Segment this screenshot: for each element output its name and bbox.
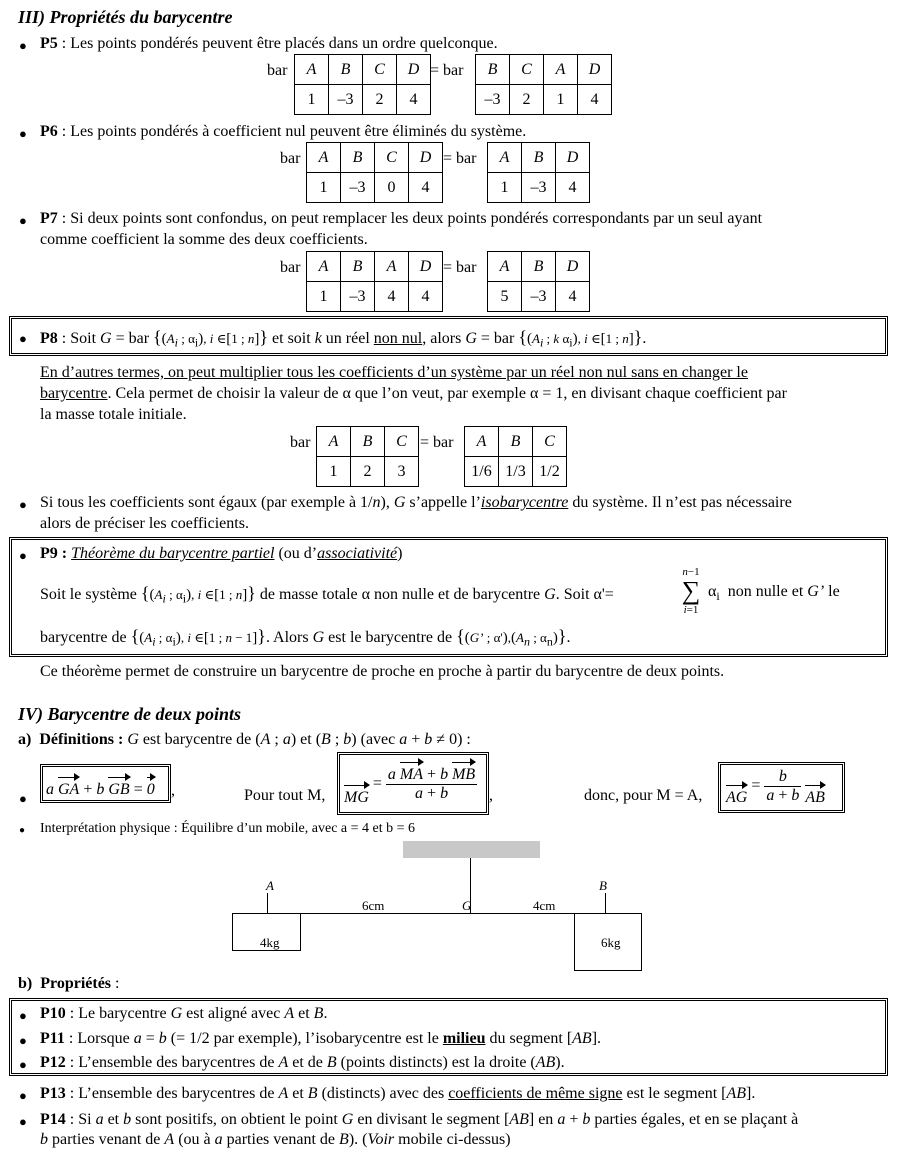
beam-end-a <box>267 893 268 913</box>
label-a: A <box>266 878 274 893</box>
cell: 1 <box>488 173 522 203</box>
equals-bar: = bar <box>420 434 454 451</box>
cell: –3 <box>522 282 556 312</box>
p7-text: : Si deux points sont confondus, on peut remplacer les deux points pondérés correspondants par un seul ayant <box>57 210 763 227</box>
iso-line1: Si tous les coefficients sont égaux (par exemple à 1/n), G s’appelle l’isobarycentre du système. Il n’est pas nécessaire <box>40 494 792 511</box>
cell: 5 <box>488 282 522 312</box>
cell: –3 <box>329 85 363 115</box>
cell: A <box>465 427 499 457</box>
pour-tout: Pour tout M, <box>244 787 326 804</box>
cell: B <box>499 427 533 457</box>
bullet: ● <box>19 1088 27 1103</box>
dist-left: 6cm <box>362 898 385 913</box>
cell: D <box>578 55 612 85</box>
cell: D <box>556 143 590 173</box>
cell: A <box>295 55 329 85</box>
cell: B <box>341 143 375 173</box>
p7-line1 <box>40 210 762 228</box>
label-b: B <box>599 878 607 893</box>
cell: 1 <box>544 85 578 115</box>
cell: C <box>533 427 567 457</box>
cell: D <box>397 55 431 85</box>
p6-tag: P6 <box>40 123 58 140</box>
bullet: ● <box>19 825 26 836</box>
p9-after: Ce théorème permet de construire un barycentre de proche en proche à partir du barycentre de deux points. <box>40 663 725 680</box>
cell: 4 <box>556 173 590 203</box>
dist-right: 4cm <box>533 898 556 913</box>
p9-line2-end: $\alpha_i$ non nulle et G’ le <box>708 583 840 604</box>
cell: 4 <box>556 282 590 312</box>
cell: B <box>522 143 556 173</box>
cell: A <box>307 143 341 173</box>
equals-bar: = bar <box>443 259 477 276</box>
p8-line: P8 : Soit G = bar {($A_i$ ; $\alpha_i$), i ∈[1 ; n]} et soit k un réel non nul, alors G = bar {($A_i$ ; k $\alpha_i$), i ∈[1 ; n]}. <box>40 327 647 350</box>
b-title: b) Propriétés : <box>18 975 120 992</box>
p14-line1: P14 : Si a et b sont positifs, on obtient le point G en divisant le segment [AB] en a + b parties égales, et en se plaçant à <box>40 1111 799 1128</box>
bullet: ● <box>19 1114 27 1129</box>
interp-line: Interprétation physique : Équilibre d’un mobile, avec a = 4 et b = 6 <box>40 821 416 836</box>
formula-2: MG = $\frac{\text{a MA + b MB}}{a + b}$ <box>344 766 476 807</box>
p5-line <box>40 35 498 53</box>
cell: C <box>510 55 544 85</box>
cell: 1 <box>307 282 341 312</box>
cell: B <box>476 55 510 85</box>
bar-label: bar <box>280 150 301 167</box>
bullet: ● <box>19 1033 27 1048</box>
mass-right-label: 6kg <box>601 935 621 950</box>
cell: 3 <box>385 457 419 487</box>
p6-table-left <box>306 142 443 203</box>
cell: D <box>556 252 590 282</box>
cell: B <box>341 252 375 282</box>
cell: C <box>375 143 409 173</box>
p11-line: P11 : Lorsque a = b (= 1/2 par exemple), l’isobarycentre est le milieu du segment [AB]. <box>40 1030 602 1047</box>
cell: 4 <box>409 282 443 312</box>
comma: , <box>489 787 493 804</box>
bullet: ● <box>19 126 27 141</box>
bar-label: bar <box>290 434 311 451</box>
bullet: ● <box>19 497 27 512</box>
label-g: G <box>462 898 472 913</box>
ceiling-bar <box>403 841 540 858</box>
p9-line2: Soit le système {($A_i$ ; $\alpha_i$), i ∈[1 ; n]} de masse totale α non nulle et de barycentre G. Soit α'= <box>40 583 614 606</box>
cell: 1 <box>317 457 351 487</box>
p9-line1: P9 : Théorème du barycentre partiel (ou d’associativité) <box>40 545 403 562</box>
cell: 0 <box>375 173 409 203</box>
donc: donc, pour M = A, <box>584 787 703 804</box>
section-title-3: III) Propriétés du barycentre <box>18 7 233 27</box>
cell: C <box>363 55 397 85</box>
bar-label: bar <box>267 62 288 79</box>
formula-1: a GA + b GB = 0 <box>46 781 155 798</box>
cell: 4 <box>409 173 443 203</box>
bar-label: bar <box>280 259 301 276</box>
cell: D <box>409 252 443 282</box>
cell: B <box>522 252 556 282</box>
bullet: ● <box>19 791 27 806</box>
comma: , <box>171 782 175 799</box>
bullet: ● <box>19 331 27 346</box>
p10-line: P10 : Le barycentre G est aligné avec A et B. <box>40 1005 328 1022</box>
cell: A <box>488 252 522 282</box>
cell: 1 <box>307 173 341 203</box>
equals-bar: = bar <box>443 150 477 167</box>
bullet: ● <box>19 38 27 53</box>
bullet: ● <box>19 1057 27 1072</box>
sum-symbol: n−1 ∑ i=1 <box>681 566 701 616</box>
cell: A <box>307 252 341 282</box>
cell: A <box>544 55 578 85</box>
cell: –3 <box>522 173 556 203</box>
p8-table-left <box>316 426 419 487</box>
cell: 1/6 <box>465 457 499 487</box>
cell: 1 <box>295 85 329 115</box>
p5-table-right <box>475 54 612 115</box>
cell: 2 <box>351 457 385 487</box>
cell: 2 <box>363 85 397 115</box>
bullet: ● <box>19 548 27 563</box>
cell: A <box>488 143 522 173</box>
p8-table-right <box>464 426 567 487</box>
p8-text-line3: la masse totale initiale. <box>40 406 187 423</box>
beam-end-b <box>605 893 606 913</box>
p6-table-right <box>487 142 590 203</box>
p7-table-right <box>487 251 590 312</box>
mass-left-label: 4kg <box>260 935 280 950</box>
cell: C <box>385 427 419 457</box>
p6-line <box>40 123 526 141</box>
p7-tag: P7 <box>40 210 58 227</box>
cell: 1/2 <box>533 457 567 487</box>
cell: 4 <box>397 85 431 115</box>
cell: 4 <box>375 282 409 312</box>
p5-table-left <box>294 54 431 115</box>
iso-line2: alors de préciser les coefficients. <box>40 515 249 532</box>
cell: 1/3 <box>499 457 533 487</box>
p12-line: P12 : L’ensemble des barycentres de A et de B (points distincts) est la droite (AB). <box>40 1054 565 1071</box>
cell: A <box>317 427 351 457</box>
p8-text-line1: En d’autres termes, on peut multiplier tous les coefficients d’un système par un réel non nul sans en changer le <box>40 364 748 381</box>
def-line: a) Définitions : G est barycentre de (A ; a) et (B ; b) (avec a + b ≠ 0) : <box>18 731 471 748</box>
p9-line3: barycentre de {($A_i$ ; $\alpha_i$), i ∈[1 ; n − 1]}. Alors G est le barycentre de {(G’ ; $\alpha'),(A_n$ ; $\alpha_n$)}. <box>40 626 571 649</box>
bullet: ● <box>19 213 27 228</box>
bullet: ● <box>19 1008 27 1023</box>
p7-table-left <box>306 251 443 312</box>
cell: –3 <box>341 282 375 312</box>
equals-bar: = bar <box>430 62 464 79</box>
cell: –3 <box>341 173 375 203</box>
p7-line2: comme coefficient la somme des deux coefficients. <box>40 231 368 248</box>
p6-text: : Les points pondérés à coefficient nul peuvent être éliminés du système. <box>57 123 527 140</box>
cell: –3 <box>476 85 510 115</box>
cell: B <box>351 427 385 457</box>
p5-text: : Les points pondérés peuvent être placés dans un ordre quelconque. <box>57 35 498 52</box>
cell: 2 <box>510 85 544 115</box>
cell: 4 <box>578 85 612 115</box>
section-title-4: IV) Barycentre de deux points <box>18 704 241 724</box>
p14-line2: b parties venant de A (ou à a parties venant de B). (Voir mobile ci-dessus) <box>40 1131 511 1148</box>
cell: B <box>329 55 363 85</box>
p5-tag: P5 <box>40 35 58 52</box>
p13-line: P13 : L’ensemble des barycentres de A et B (distincts) avec des coefficients de même signe est le segment [AB]. <box>40 1085 756 1102</box>
cell: D <box>409 143 443 173</box>
formula-3: AG = $\frac{b}{a + b}$ AB <box>726 768 825 807</box>
p8-text-line2: barycentre. Cela permet de choisir la valeur de α que l’on veut, par exemple α = 1, en divisant chaque coefficient par <box>40 385 787 402</box>
cell: A <box>375 252 409 282</box>
